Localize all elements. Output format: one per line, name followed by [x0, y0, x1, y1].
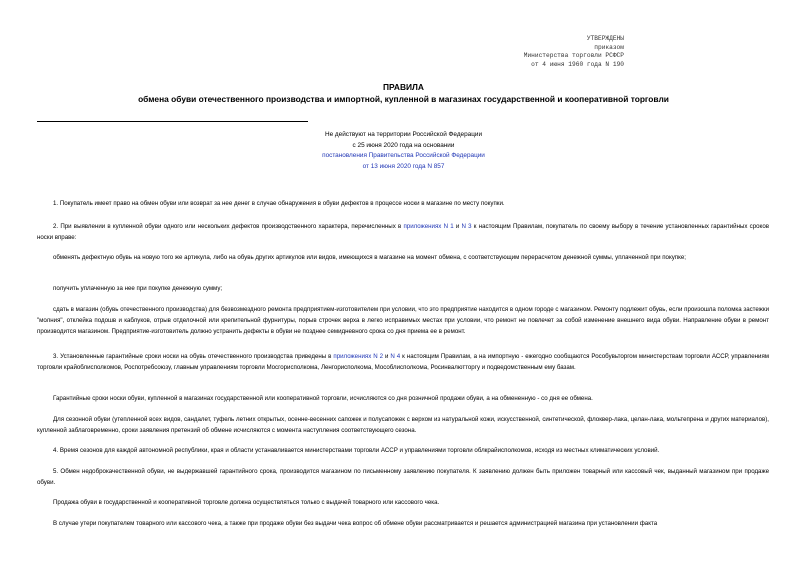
- approval-line: Министерства торговли РСФСР: [523, 52, 624, 60]
- document-title: [0, 82, 807, 105]
- paragraph-lost-receipt: В случае утери покупателем товарного или кассового чека, а также при продаже обуви без выдачи чека вопрос об обмене обуви рассматривается и решается администрацией магазина при установлении факта: [53, 520, 658, 527]
- paragraph-text: к настоящим Правилам, покупатель по своему выбору в течение установленных гарантийных сроков носки вправе:: [37, 223, 769, 241]
- approval-line: от 4 июня 1960 года N 190: [531, 60, 624, 68]
- appendix-3-link[interactable]: N 3: [461, 223, 472, 230]
- paragraph-4: 4. Время сезонов для каждой автономной республики, края и области устанавливается министерствами торговли АССР и управлениями торговли облкрайисполкомов, исходя из местных климатических условий.: [53, 447, 660, 454]
- resolution-link[interactable]: постановления Правительства Российской Федерации: [322, 152, 485, 159]
- appendix-4-link[interactable]: N 4: [390, 353, 401, 360]
- status-notice: [0, 130, 807, 172]
- paragraph-text: и: [453, 223, 462, 230]
- resolution-date-link[interactable]: от 13 июня 2020 года N 857: [362, 162, 445, 170]
- paragraph-warranty: Гарантийные сроки носки обуви, купленной в магазинах государственной или кооперативной торговли, исчисляются со дня розничной продажи обуви, а на обмененную - со дня ее обмена.: [53, 395, 593, 402]
- paragraph-exchange: обменять дефектную обувь на новую того же артикула, либо на обувь других артикулов или видов, имеющихся в магазине на момент обмена, с соответствующим перерасчетом денежной суммы, уплаченной при покупке;: [53, 254, 686, 261]
- approval-stamp: [524, 35, 624, 69]
- paragraph-repair: сдать в магазин (обувь отечественного производства) для безвозмездного ремонта предприятием-изготовителем при условии, что это предприятие находится в одном городе с магазином. Ремонту подлежит обувь, если произошла поломка застежки "молния", отклейка подошв и каблуков, отрыв отделочной или крепительной фурнитуры, порыв строчек верха в легко исправимых местах при условии, что ремонт не повлечет за собой изменение внешнего вида обуви. Направление обуви в ремонт производится магазином. Предприятие-изготовитель должно устранить дефекты в обуви не позднее семидневного срока со дня приема ее в ремонт.: [37, 306, 769, 335]
- divider: [37, 121, 308, 122]
- paragraph-5: 5. Обмен недоброкачественной обуви, не выдержавшей гарантийного срока, производится магазином по письменному заявлению покупателя. К заявлению должен быть приложен товарный или кассовый чек, выданный магазином при продаже обуви.: [37, 468, 769, 486]
- paragraph-refund: получить уплаченную за нее при покупке денежную сумму;: [53, 285, 223, 292]
- paragraph-receipt: Продажа обуви в государственной и кооперативной торговле должна осуществляться только с выдачей товарного или кассового чека.: [53, 499, 440, 506]
- approval-line: приказом: [594, 43, 624, 51]
- paragraph-3: [37, 352, 769, 374]
- paragraph-1: 1. Покупатель имеет право на обмен обуви или возврат за нее денег в случае обнаружения в обуви дефектов в процессе носки в магазине по месту покупки.: [53, 200, 505, 207]
- paragraph-2: [37, 222, 769, 244]
- title-heading: ПРАВИЛА: [383, 82, 424, 92]
- paragraph-seasonal: Для сезонной обуви (утепленной всех видов, сандалет, туфель летних открытых, осенне-весенних сапожек и полусапожек с верхом из натуральной кожи, искусственной, синтетической, флоквер-лака, целан-лака, мольтепрена и других материалов), купленной заблаговременно, сроки заявления претензий об обмене исчисляются с момента наступления соответствующего сезона.: [37, 416, 769, 434]
- appendix-2-link[interactable]: приложениях N 2: [333, 353, 384, 360]
- title-subheading: обмена обуви отечественного производства и импортной, купленной в магазинах государственной и кооперативной торговли: [138, 93, 669, 104]
- paragraph-text: 2. При выявлении в купленной обуви одного или нескольких дефектов производственного характера, перечисленных в: [53, 223, 404, 230]
- notice-line: с 25 июня 2020 года на основании: [352, 141, 455, 149]
- notice-line: Не действуют на территории Российской Федерации: [324, 131, 483, 138]
- approval-line: УТВЕРЖДЕНЫ: [586, 35, 624, 42]
- paragraph-text: и: [383, 353, 391, 360]
- paragraph-text: 3. Установленные гарантийные сроки носки на обувь отечественного производства приведены в: [53, 353, 334, 360]
- appendix-1-link[interactable]: приложениях N 1: [403, 223, 454, 230]
- paragraph-text: к настоящим Правилам, а на импортную - ежегодно сообщаются Рособувьторгом министерствам торговли АССР, управлениям торговли крайоблисполкомов, Роспотребсоюзу, главным управлениям торговли Мосгорисполкома, Ленгорисполкома, Мособлисполкома, Росинвалютторгу и подведомственным ему базам.: [37, 353, 769, 371]
